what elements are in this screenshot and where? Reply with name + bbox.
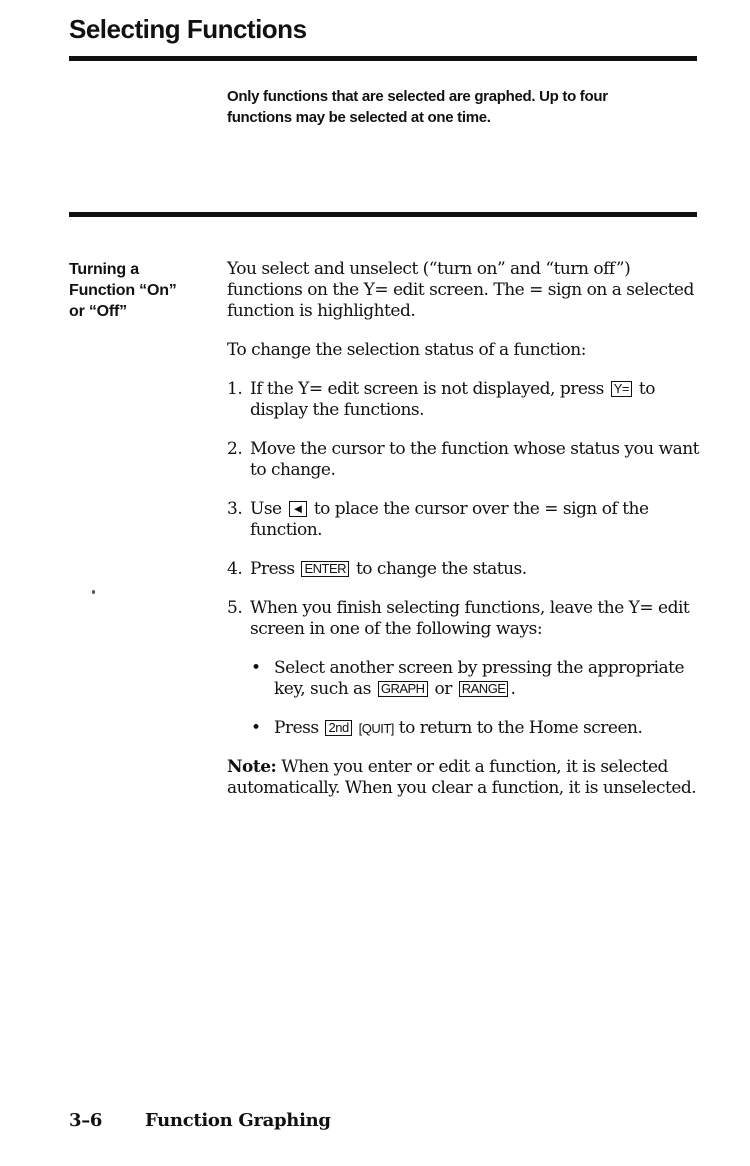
- step-number: 5.: [227, 598, 243, 618]
- bullet-text: or: [434, 679, 452, 699]
- step-text: to place the cursor over the = sign of the function.: [250, 499, 649, 540]
- bullet-text: Select another screen by pressing the appropriate key, such as: [274, 658, 685, 699]
- bullet-item-1: [227, 658, 702, 700]
- page-number: 3–6: [69, 1110, 103, 1131]
- step-text: to display the functions.: [250, 379, 655, 420]
- range-key: RANGE: [459, 681, 509, 697]
- section-heading-line-1: Turning a: [69, 261, 139, 278]
- intro-line-1: Only functions that are selected are graphed. Up to four: [227, 88, 608, 105]
- step-4: [227, 559, 702, 580]
- step-text: If the Y= edit screen is not displayed, press: [250, 379, 604, 399]
- step-number: 1.: [227, 379, 243, 399]
- intro-paragraph: You select and unselect (“turn on” and “turn off”) functions on the Y= edit screen. The = sign on a selected function is highlighted.: [227, 259, 694, 321]
- left-arrow-key-icon: ◄: [289, 501, 307, 517]
- step-text: When you finish selecting functions, leave the Y= edit screen in one of the following ways:: [250, 598, 690, 639]
- step-number: 4.: [227, 559, 243, 579]
- steps-lead-in: To change the selection status of a function:: [227, 340, 586, 360]
- bullet-item-2: [227, 718, 702, 739]
- step-2: [227, 439, 702, 481]
- bullet-icon: •: [251, 658, 261, 678]
- quit-function-label: [QUIT]: [358, 721, 394, 736]
- stray-mark: [92, 590, 95, 594]
- section-heading-line-2: Function “On”: [69, 282, 177, 299]
- intro-line-2: functions may be selected at one time.: [227, 109, 491, 126]
- top-rule: [69, 56, 697, 61]
- page-footer: [69, 1110, 331, 1131]
- step-text: Use: [250, 499, 282, 519]
- step-5: [227, 598, 702, 640]
- note-text: When you enter or edit a function, it is selected automatically. When you clear a function, it is unselected.: [227, 757, 697, 798]
- step-number: 2.: [227, 439, 243, 459]
- section-body: [227, 259, 702, 799]
- section-rule: [69, 212, 697, 217]
- bullet-text: .: [510, 679, 516, 699]
- step-text: to change the status.: [355, 559, 527, 579]
- step-text: Press: [250, 559, 295, 579]
- enter-key: ENTER: [301, 561, 349, 577]
- step-3: [227, 499, 702, 541]
- section-heading: [69, 259, 219, 322]
- bullet-icon: •: [251, 718, 261, 738]
- bullet-text: Press: [274, 718, 319, 738]
- step-text: Move the cursor to the function whose status you want to change.: [250, 439, 700, 480]
- note-paragraph: [227, 757, 702, 799]
- steps-list: [227, 379, 702, 640]
- y-equals-key: Y=: [611, 381, 632, 397]
- step-1: [227, 379, 702, 421]
- step-number: 3.: [227, 499, 243, 519]
- page-title: Selecting Functions: [69, 14, 307, 44]
- graph-key: GRAPH: [378, 681, 428, 697]
- bullet-text: to return to the Home screen.: [398, 718, 643, 738]
- section-heading-line-3: or “Off”: [69, 303, 127, 320]
- note-label: Note:: [227, 757, 277, 777]
- exit-options-list: [227, 658, 702, 739]
- intro-text: [227, 86, 667, 128]
- second-key: 2nd: [325, 720, 351, 736]
- chapter-title: Function Graphing: [144, 1110, 331, 1131]
